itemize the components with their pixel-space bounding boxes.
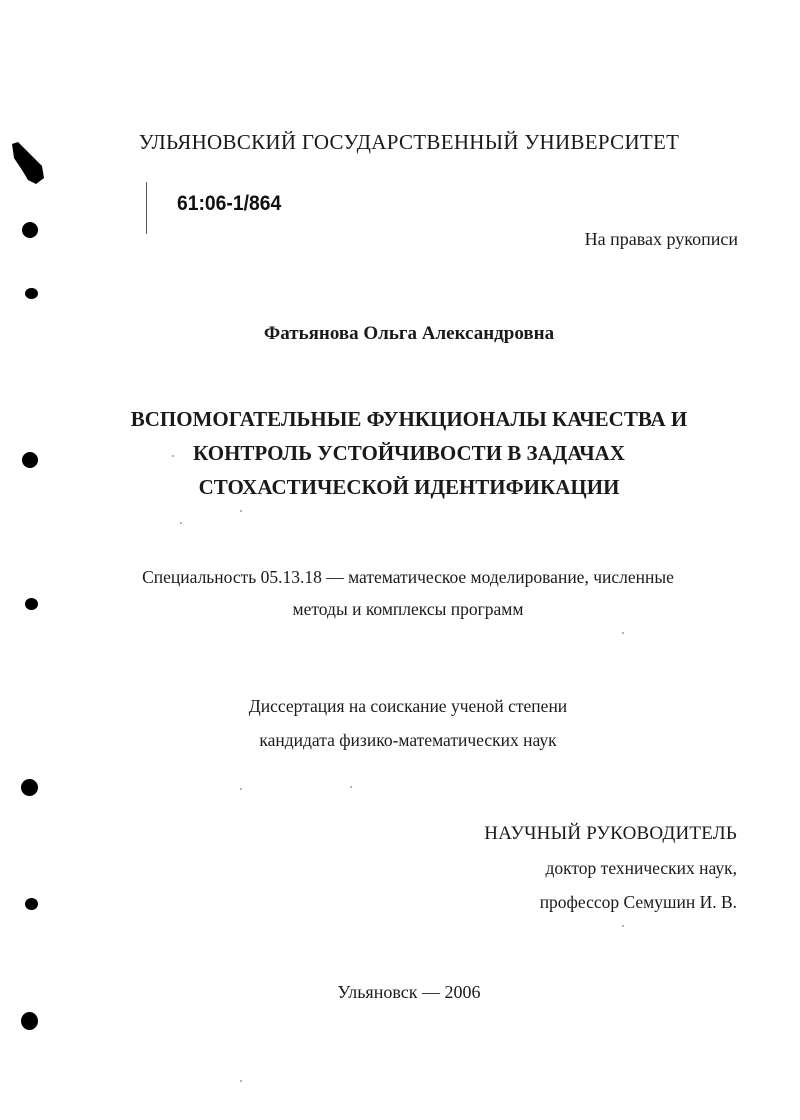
scan-speck [240,510,242,512]
scan-speck [350,786,352,788]
binder-hole-5 [21,779,38,796]
binder-hole-2 [25,288,38,299]
binder-hole-4 [25,598,38,610]
stamp-divider [146,182,147,234]
binder-hole-6 [25,898,38,910]
title-line: КОНТРОЛЬ УСТОЙЧИВОСТИ В ЗАДАЧАХ [193,441,625,465]
scan-speck [622,632,624,634]
university-name: УЛЬЯНОВСКИЙ ГОСУДАРСТВЕННЫЙ УНИВЕРСИТЕТ [138,130,680,154]
speciality-line: методы и комплексы программ [292,599,524,619]
scientific-advisor [484,817,737,919]
binder-hole-7 [21,1012,38,1030]
catalog-code-stamp: 61:06-1/864 [177,192,282,215]
manuscript-rights-note: На правах рукописи [584,229,738,249]
advisor-name: профессор Семушин И. В. [539,892,737,912]
dissertation-title [90,402,728,504]
city-year: Ульяновск — 2006 [337,982,481,1002]
speciality [60,561,756,625]
speciality-line: Специальность 05.13.18 — математическое моделирование, численные [142,567,674,587]
binder-hole-1 [22,222,38,238]
title-line: СТОХАСТИЧЕСКОЙ ИДЕНТИФИКАЦИИ [198,475,620,499]
scan-speck [622,925,624,927]
scan-speck [180,522,182,524]
scan-speck [240,788,242,790]
advisor-heading: НАУЧНЫЙ РУКОВОДИТЕЛЬ [484,823,737,844]
degree-line: Диссертация на соискание ученой степени [248,696,568,716]
advisor-degree: доктор технических наук, [545,858,737,878]
scan-speck [240,1080,242,1082]
author-name: Фатьянова Ольга Александровна [263,323,555,344]
degree-statement [60,689,756,757]
degree-line: кандидата физико-математических наук [259,730,557,750]
title-line: ВСПОМОГАТЕЛЬНЫЕ ФУНКЦИОНАЛЫ КАЧЕСТВА И [130,407,688,431]
binder-hole-3 [22,452,38,468]
